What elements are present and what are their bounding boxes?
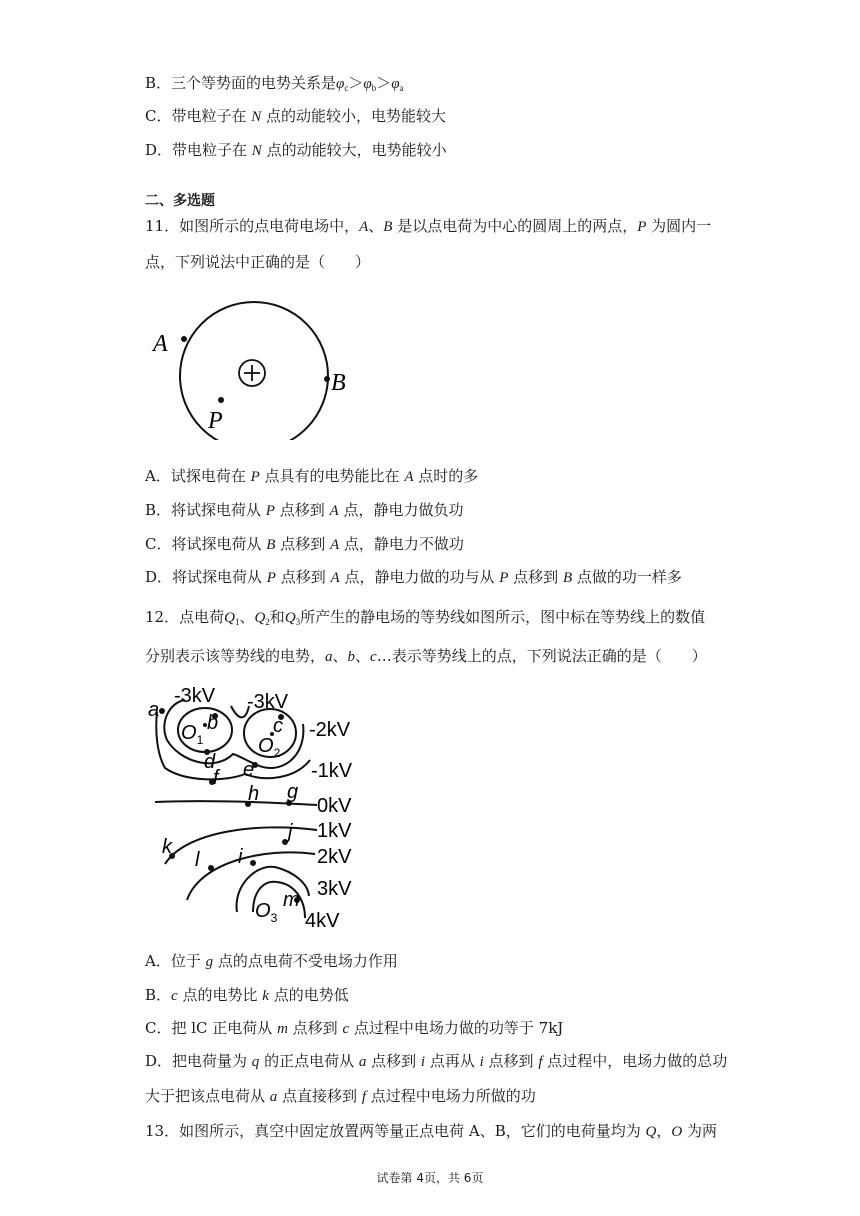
section-title: 二、多选题 xyxy=(145,193,215,209)
q11-stem-line2: 点，下列说法中正确的是（ ） xyxy=(145,253,371,271)
label-m3kv-right: -3kV xyxy=(247,691,289,713)
label-o3: $O_3$ xyxy=(255,900,278,925)
q10-option-c: C．带电粒子在 N 点的动能较小，电势能较大 xyxy=(145,107,447,125)
point-l xyxy=(208,865,214,871)
label-4kv: 4kV xyxy=(305,910,340,930)
label-m: m xyxy=(283,889,300,911)
point-a xyxy=(181,336,187,342)
label-i: i xyxy=(238,846,243,868)
q12-stem-line1: 12．点电荷$Q_1$、$Q_2$和$Q_3$所产生的静电场的等势线如图所示，图中标在等势线上的数值 xyxy=(145,608,706,627)
q13-stem-line1: 13．如图所示，真空中固定放置两等量正点电荷 A、B，它们的电荷量均为 Q，O 为两 xyxy=(145,1122,717,1140)
q10-option-d: D．带电粒子在 N 点的动能较大，电势能较小 xyxy=(145,141,447,159)
q11-option-a: A．试探电荷在 P 点具有的电势能比在 A 点时的多 xyxy=(145,467,479,485)
label-b: b xyxy=(207,712,219,734)
label-g: g xyxy=(287,781,299,803)
label-j: j xyxy=(288,821,293,843)
q12-equipotential-figure xyxy=(145,682,385,930)
label-p: P xyxy=(208,408,223,434)
page-footer: 试卷第 4页，共 6页 xyxy=(376,1171,484,1185)
label-0kv: 0kV xyxy=(317,795,352,817)
q11-stem-line1: 11．如图所示的点电荷电场中，A、B 是以点电荷为中心的圆周上的两点，P 为圆内一 xyxy=(145,217,712,235)
q12-option-a: A．位于 g 点的点电荷不受电场力作用 xyxy=(145,952,398,970)
point-a xyxy=(159,708,165,714)
q12-option-b: B．c 点的电势比 k 点的电势低 xyxy=(145,986,349,1004)
equipotential-circle xyxy=(180,302,328,440)
label-d: d xyxy=(204,751,216,773)
q11-option-d: D．将试探电荷从 P 点移到 A 点，静电力做的功与从 P 点移到 B 点做的功一样多 xyxy=(145,568,682,586)
label-1kv: 1kV xyxy=(317,820,352,842)
point-b xyxy=(324,376,330,382)
label-e: e xyxy=(243,759,255,781)
label-3kv: 3kV xyxy=(317,878,352,900)
q11-option-b: B．将试探电荷从 P 点移到 A 点，静电力做负功 xyxy=(145,501,464,519)
q12-option-d-line1: D．把电荷量为 q 的正点电荷从 a 点移到 i 点再从 i 点移到 f 点过程中，电场力做的总功 xyxy=(145,1052,728,1070)
label-b: B xyxy=(331,370,346,396)
q12-stem-line2: 分别表示该等势线的电势，a、b、c…表示等势线上的点，下列说法正确的是（ ） xyxy=(145,647,707,665)
point-i xyxy=(250,860,256,866)
label-c: c xyxy=(273,715,283,737)
q10-option-b: B．三个等势面的电势关系是$\varphi_c>\varphi_b>\varphi_a$ xyxy=(145,74,404,93)
label-f: f xyxy=(213,767,219,789)
label-2kv: 2kV xyxy=(317,846,352,868)
label-a: a xyxy=(148,699,160,721)
label-m1kv: -1kV xyxy=(311,760,353,782)
q11-option-c: C．将试探电荷从 B 点移到 A 点，静电力不做功 xyxy=(145,535,464,553)
label-k: k xyxy=(162,836,172,858)
label-m3kv-left: -3kV xyxy=(174,685,216,707)
label-o2: $O_2$ xyxy=(258,735,281,760)
label-l: l xyxy=(195,849,200,871)
label-h: h xyxy=(248,783,260,805)
label-m2kv: -2kV xyxy=(309,719,351,741)
q12-option-d-line2: 大于把该点电荷从 a 点直接移到 f 点过程中电场力所做的功 xyxy=(145,1087,536,1105)
q12-option-c: C．把 lC 正电荷从 m 点移到 c 点过程中电场力做的功等于 7kJ xyxy=(145,1019,564,1037)
point-p xyxy=(218,397,224,403)
label-o1: $O_1$ xyxy=(181,722,204,747)
q11-figure xyxy=(145,300,365,440)
label-a: A xyxy=(153,331,168,357)
